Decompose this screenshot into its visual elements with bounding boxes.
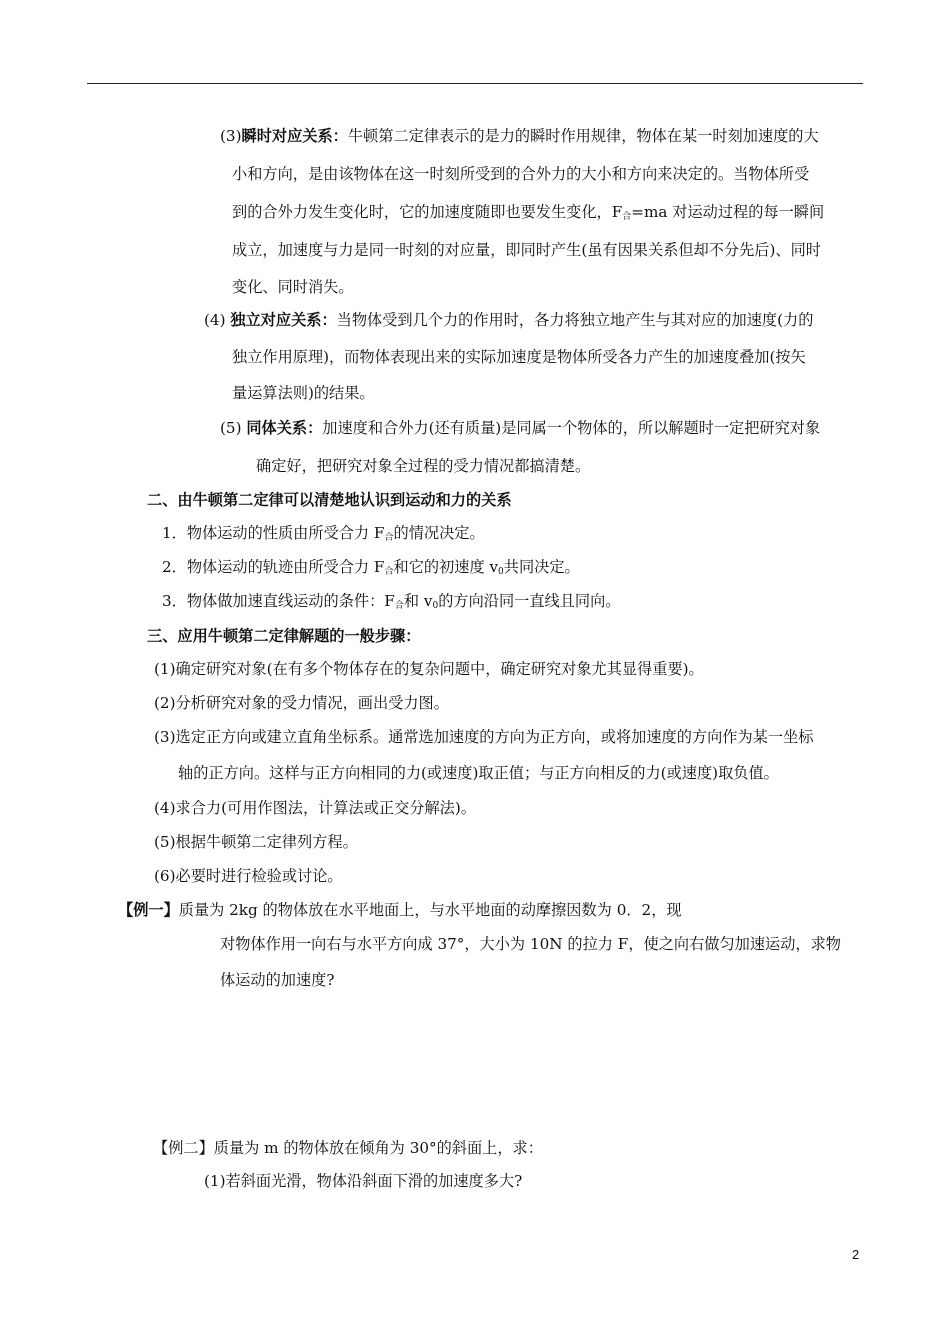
step-3-line-1: (3)选定正方向或建立直角坐标系。通常选加速度的方向为正方向，或将加速度的方向作为某一坐标	[154, 728, 814, 746]
item-text: 和它的初速度 v	[393, 558, 499, 576]
subscript-he: 合	[384, 533, 394, 543]
step-5: (5)根据牛顿第二定律列方程。	[154, 833, 358, 851]
item-text: 和 v	[403, 592, 433, 610]
item-text: 物体运动的性质由所受合力 F	[186, 524, 385, 542]
section-3-heading: 三、应用牛顿第二定律解题的一般步骤：	[147, 627, 421, 645]
p3-l3b: =ma 对运动过程的每一瞬间	[631, 203, 825, 221]
section-2-heading: 二、由牛顿第二定律可以清楚地认识到运动和力的关系	[147, 491, 512, 509]
example-1-line-3: 体运动的加速度?	[220, 971, 335, 989]
p4-heading: 独立对应关系：	[230, 311, 337, 329]
subscript-zero: 0	[432, 601, 439, 611]
p3-l3a: 到的合外力发生变化时，它的加速度随即也要发生变化，F	[232, 203, 623, 221]
p5-number: (5)	[220, 419, 247, 437]
p3-line-2: 小和方向，是由该物体在这一时刻所受到的合外力的大小和方向来决定的。当物体所受	[232, 165, 810, 183]
example-1-line-2: 对物体作用一向右与水平方向成 37°，大小为 10N 的拉力 F，使之向右做匀加速运动，求物	[220, 935, 841, 953]
subscript-he: 合	[394, 601, 404, 611]
step-2: (2)分析研究对象的受力情况，画出受力图。	[154, 694, 449, 712]
p4-text: 当物体受到几个力的作用时，各力将独立地产生与其对应的加速度(力的	[336, 311, 814, 329]
item-number: 3．	[162, 592, 187, 610]
p3-text: 牛顿第二定律表示的是力的瞬时作用规律，物体在某一时刻加速度的大	[347, 127, 819, 145]
item-number: 1．	[162, 524, 187, 542]
p5-heading: 同体关系：	[246, 419, 323, 437]
step-4: (4)求合力(可用作图法，计算法或正交分解法)。	[154, 799, 476, 817]
example-1-text: 质量为 2kg 的物体放在水平地面上，与水平地面的动摩擦因数为 0．2，现	[178, 901, 682, 919]
item-text: 共同决定。	[503, 558, 580, 576]
header-rule	[87, 83, 863, 84]
subscript-he: 合	[622, 212, 632, 222]
p3-line-1	[220, 126, 819, 146]
p3-line-5: 变化、同时消失。	[232, 278, 354, 296]
sec2-item-3	[162, 591, 620, 616]
p4-number: (4)	[204, 311, 231, 329]
p4-line-3: 量运算法则)的结果。	[232, 384, 375, 402]
example-2-line-1	[153, 1138, 543, 1158]
example-2-text: 质量为 m 的物体放在倾角为 30°的斜面上，求：	[213, 1139, 543, 1157]
step-3-line-2: 轴的正方向。这样与正方向相同的力(或速度)取正值；与正方向相反的力(或速度)取负值。	[178, 764, 779, 782]
item-text: 的情况决定。	[393, 524, 485, 542]
subscript-he: 合	[384, 567, 394, 577]
example-2-question-1: (1)若斜面光滑，物体沿斜面下滑的加速度多大?	[204, 1172, 523, 1190]
sec2-item-2	[162, 557, 580, 582]
p5-line-2: 确定好，把研究对象全过程的受力情况都搞清楚。	[256, 457, 591, 475]
step-1: (1)确定研究对象(在有多个物体存在的复杂问题中，确定研究对象尤其显得重要)。	[154, 660, 704, 678]
p3-number: (3)	[220, 127, 242, 145]
item-number: 2．	[162, 558, 187, 576]
item-text: 的方向沿同一直线且同向。	[438, 592, 621, 610]
example-2-label: 【例二】	[153, 1139, 214, 1157]
subscript-zero: 0	[498, 567, 504, 577]
p3-heading: 瞬时对应关系：	[241, 127, 348, 145]
p4-line-1	[204, 310, 813, 330]
p3-line-3	[232, 202, 824, 227]
sec2-item-1	[162, 523, 485, 548]
p4-line-2: 独立作用原理)，而物体表现出来的实际加速度是物体所受各力产生的加速度叠加(按矢	[232, 348, 806, 366]
p5-line-1	[220, 418, 820, 438]
example-1-line-1	[118, 900, 682, 920]
step-6: (6)必要时进行检验或讨论。	[154, 867, 343, 885]
item-text: 物体做加速直线运动的条件：F	[186, 592, 395, 610]
item-text: 物体运动的轨迹由所受合力 F	[186, 558, 385, 576]
example-1-label: 【例一】	[118, 901, 179, 919]
p5-text: 加速度和合外力(还有质量)是同属一个物体的，所以解题时一定把研究对象	[322, 419, 821, 437]
page-number: 2	[852, 1247, 860, 1262]
p3-line-4: 成立，加速度与力是同一时刻的对应量，即同时产生(虽有因果关系但却不分先后)、同时	[232, 241, 821, 259]
